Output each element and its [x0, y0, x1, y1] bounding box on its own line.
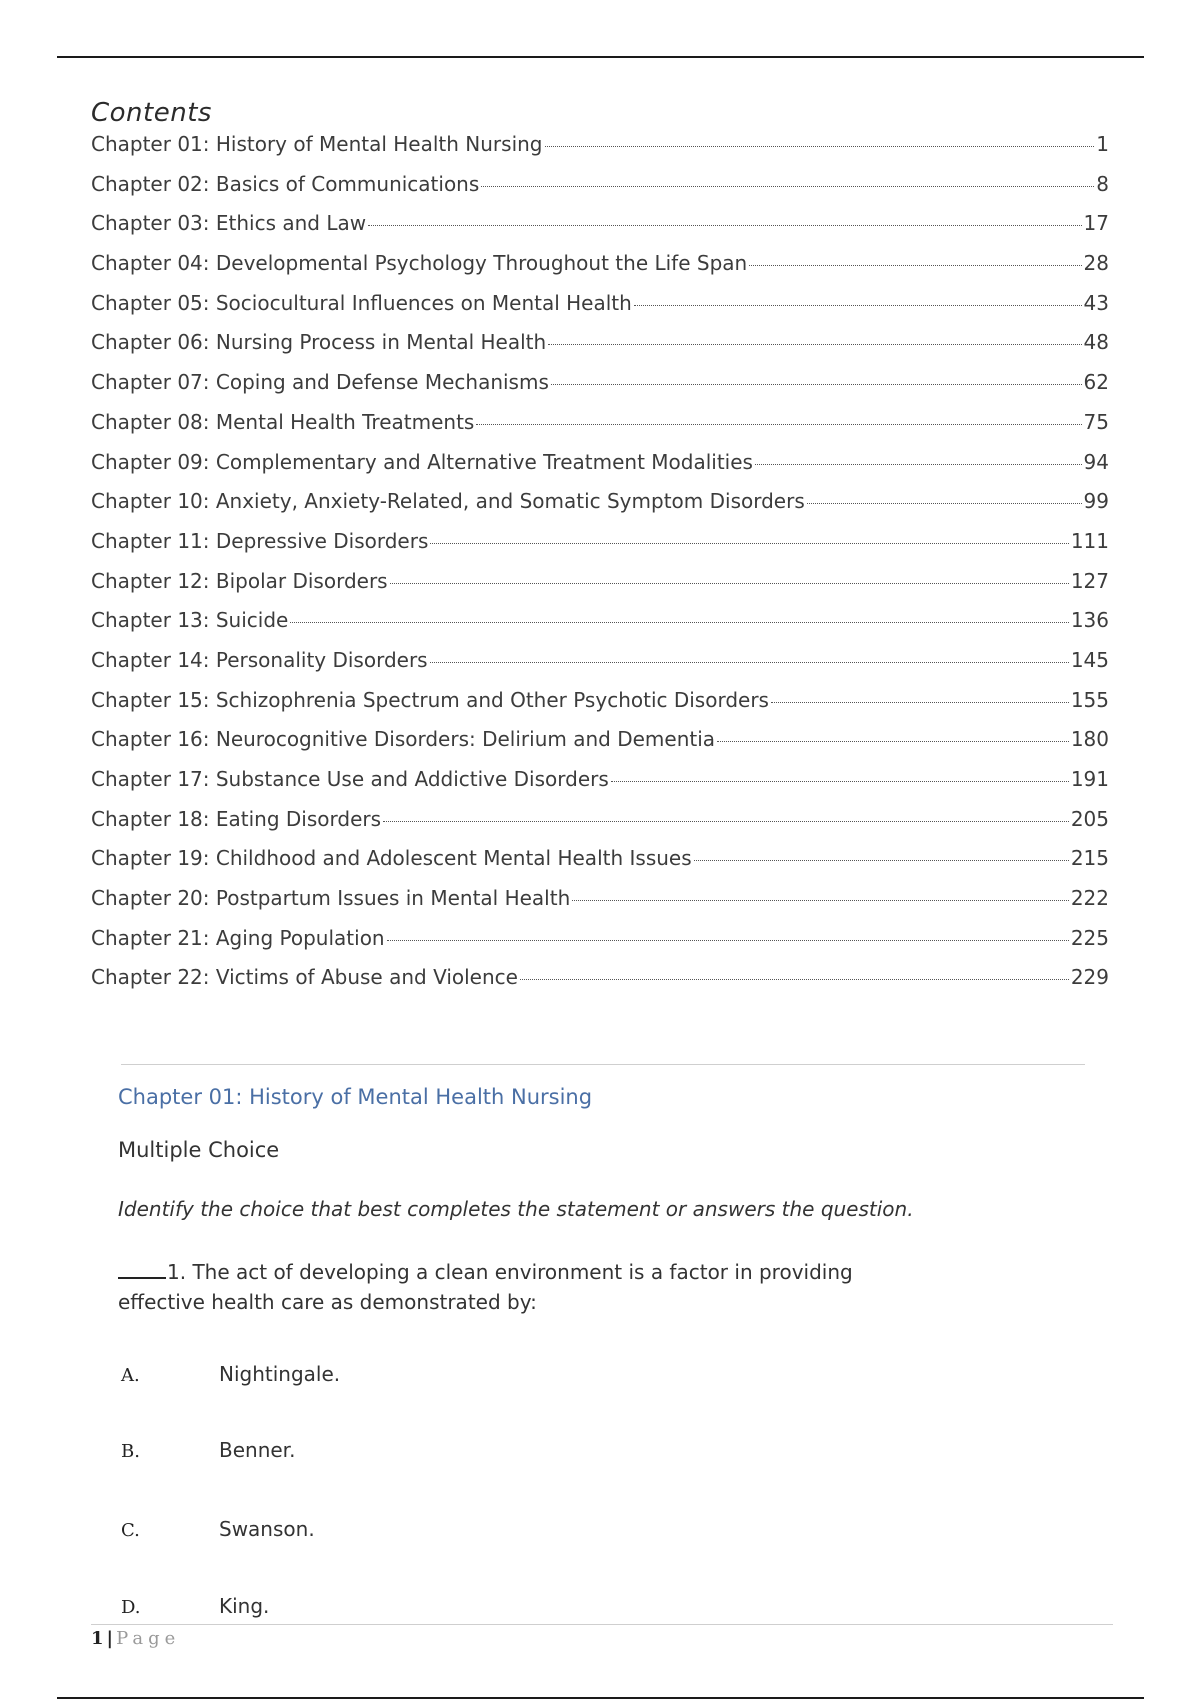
toc-entry[interactable]: Chapter 18: Eating Disorders 205 — [91, 806, 1109, 831]
section-heading: Multiple Choice — [118, 1138, 280, 1162]
answer-option[interactable] — [121, 1362, 340, 1386]
toc-entry[interactable]: Chapter 12: Bipolar Disorders 127 — [91, 568, 1109, 593]
toc-entry[interactable]: Chapter 22: Victims of Abuse and Violence 229 — [91, 965, 1109, 990]
page-number: 1 — [91, 1628, 104, 1649]
chapter-heading: Chapter 01: History of Mental Health Nursing — [118, 1085, 593, 1109]
toc-entry[interactable]: Chapter 07: Coping and Defense Mechanisms 62 — [91, 370, 1109, 395]
toc-entry[interactable]: Chapter 01: History of Mental Health Nursing 1 — [91, 132, 1109, 156]
toc-entry[interactable]: Chapter 11: Depressive Disorders 111 — [91, 528, 1109, 553]
toc-entry[interactable]: Chapter 10: Anxiety, Anxiety-Related, and Somatic Symptom Disorders 99 — [91, 489, 1109, 514]
answer-blank[interactable] — [118, 1277, 166, 1279]
toc-title: Contents — [91, 98, 212, 128]
toc-entry[interactable]: Chapter 20: Postpartum Issues in Mental Health 222 — [91, 886, 1109, 911]
option-letter: A. — [121, 1365, 140, 1386]
answer-option[interactable] — [121, 1517, 315, 1541]
toc-entry[interactable]: Chapter 17: Substance Use and Addictive Disorders 191 — [91, 767, 1109, 791]
section-divider — [121, 1064, 1085, 1065]
toc-entry[interactable]: Chapter 06: Nursing Process in Mental Health 48 — [91, 330, 1109, 355]
option-letter: C. — [121, 1520, 140, 1541]
answer-option[interactable] — [121, 1438, 295, 1462]
option-letter: D. — [121, 1597, 141, 1618]
option-text: Benner. — [219, 1438, 296, 1462]
option-text: Nightingale. — [219, 1362, 341, 1386]
toc-entry[interactable]: Chapter 09: Complementary and Alternative Treatment Modalities 94 — [91, 449, 1109, 474]
bottom-rule — [57, 1697, 1144, 1699]
page-footer — [91, 1628, 180, 1649]
toc-entry[interactable]: Chapter 02: Basics of Communications 8 — [91, 171, 1109, 196]
toc-entry[interactable]: Chapter 04: Developmental Psychology Throughout the Life Span 28 — [91, 251, 1109, 276]
footer-separator: | — [106, 1628, 114, 1649]
toc-entry[interactable]: Chapter 13: Suicide 136 — [91, 608, 1109, 633]
page-label: Page — [116, 1628, 181, 1649]
toc-entry[interactable]: Chapter 14: Personality Disorders 145 — [91, 647, 1109, 672]
option-text: King. — [219, 1594, 270, 1618]
toc-entry[interactable]: Chapter 08: Mental Health Treatments 75 — [91, 409, 1109, 434]
question-text: 1. The act of developing a clean environment is a factor in providing effective health care as demonstrated by: — [118, 1260, 853, 1314]
footer-rule — [91, 1624, 1113, 1625]
toc-entry[interactable]: Chapter 21: Aging Population 225 — [91, 925, 1109, 950]
toc-entry[interactable]: Chapter 05: Sociocultural Influences on Mental Health 43 — [91, 290, 1109, 315]
toc-entry[interactable]: Chapter 15: Schizophrenia Spectrum and Other Psychotic Disorders 155 — [91, 687, 1109, 712]
option-text: Swanson. — [219, 1517, 315, 1541]
question — [118, 1257, 938, 1317]
toc-entry[interactable]: Chapter 16: Neurocognitive Disorders: Delirium and Dementia 180 — [91, 727, 1109, 752]
table-of-contents — [91, 132, 1109, 1005]
top-rule — [57, 56, 1144, 58]
answer-option[interactable] — [121, 1594, 269, 1618]
option-letter: B. — [121, 1441, 140, 1462]
toc-entry[interactable]: Chapter 19: Childhood and Adolescent Mental Health Issues 215 — [91, 846, 1109, 871]
instruction-text: Identify the choice that best completes the statement or answers the question. — [118, 1197, 914, 1221]
toc-entry[interactable]: Chapter 03: Ethics and Law 17 — [91, 211, 1109, 236]
